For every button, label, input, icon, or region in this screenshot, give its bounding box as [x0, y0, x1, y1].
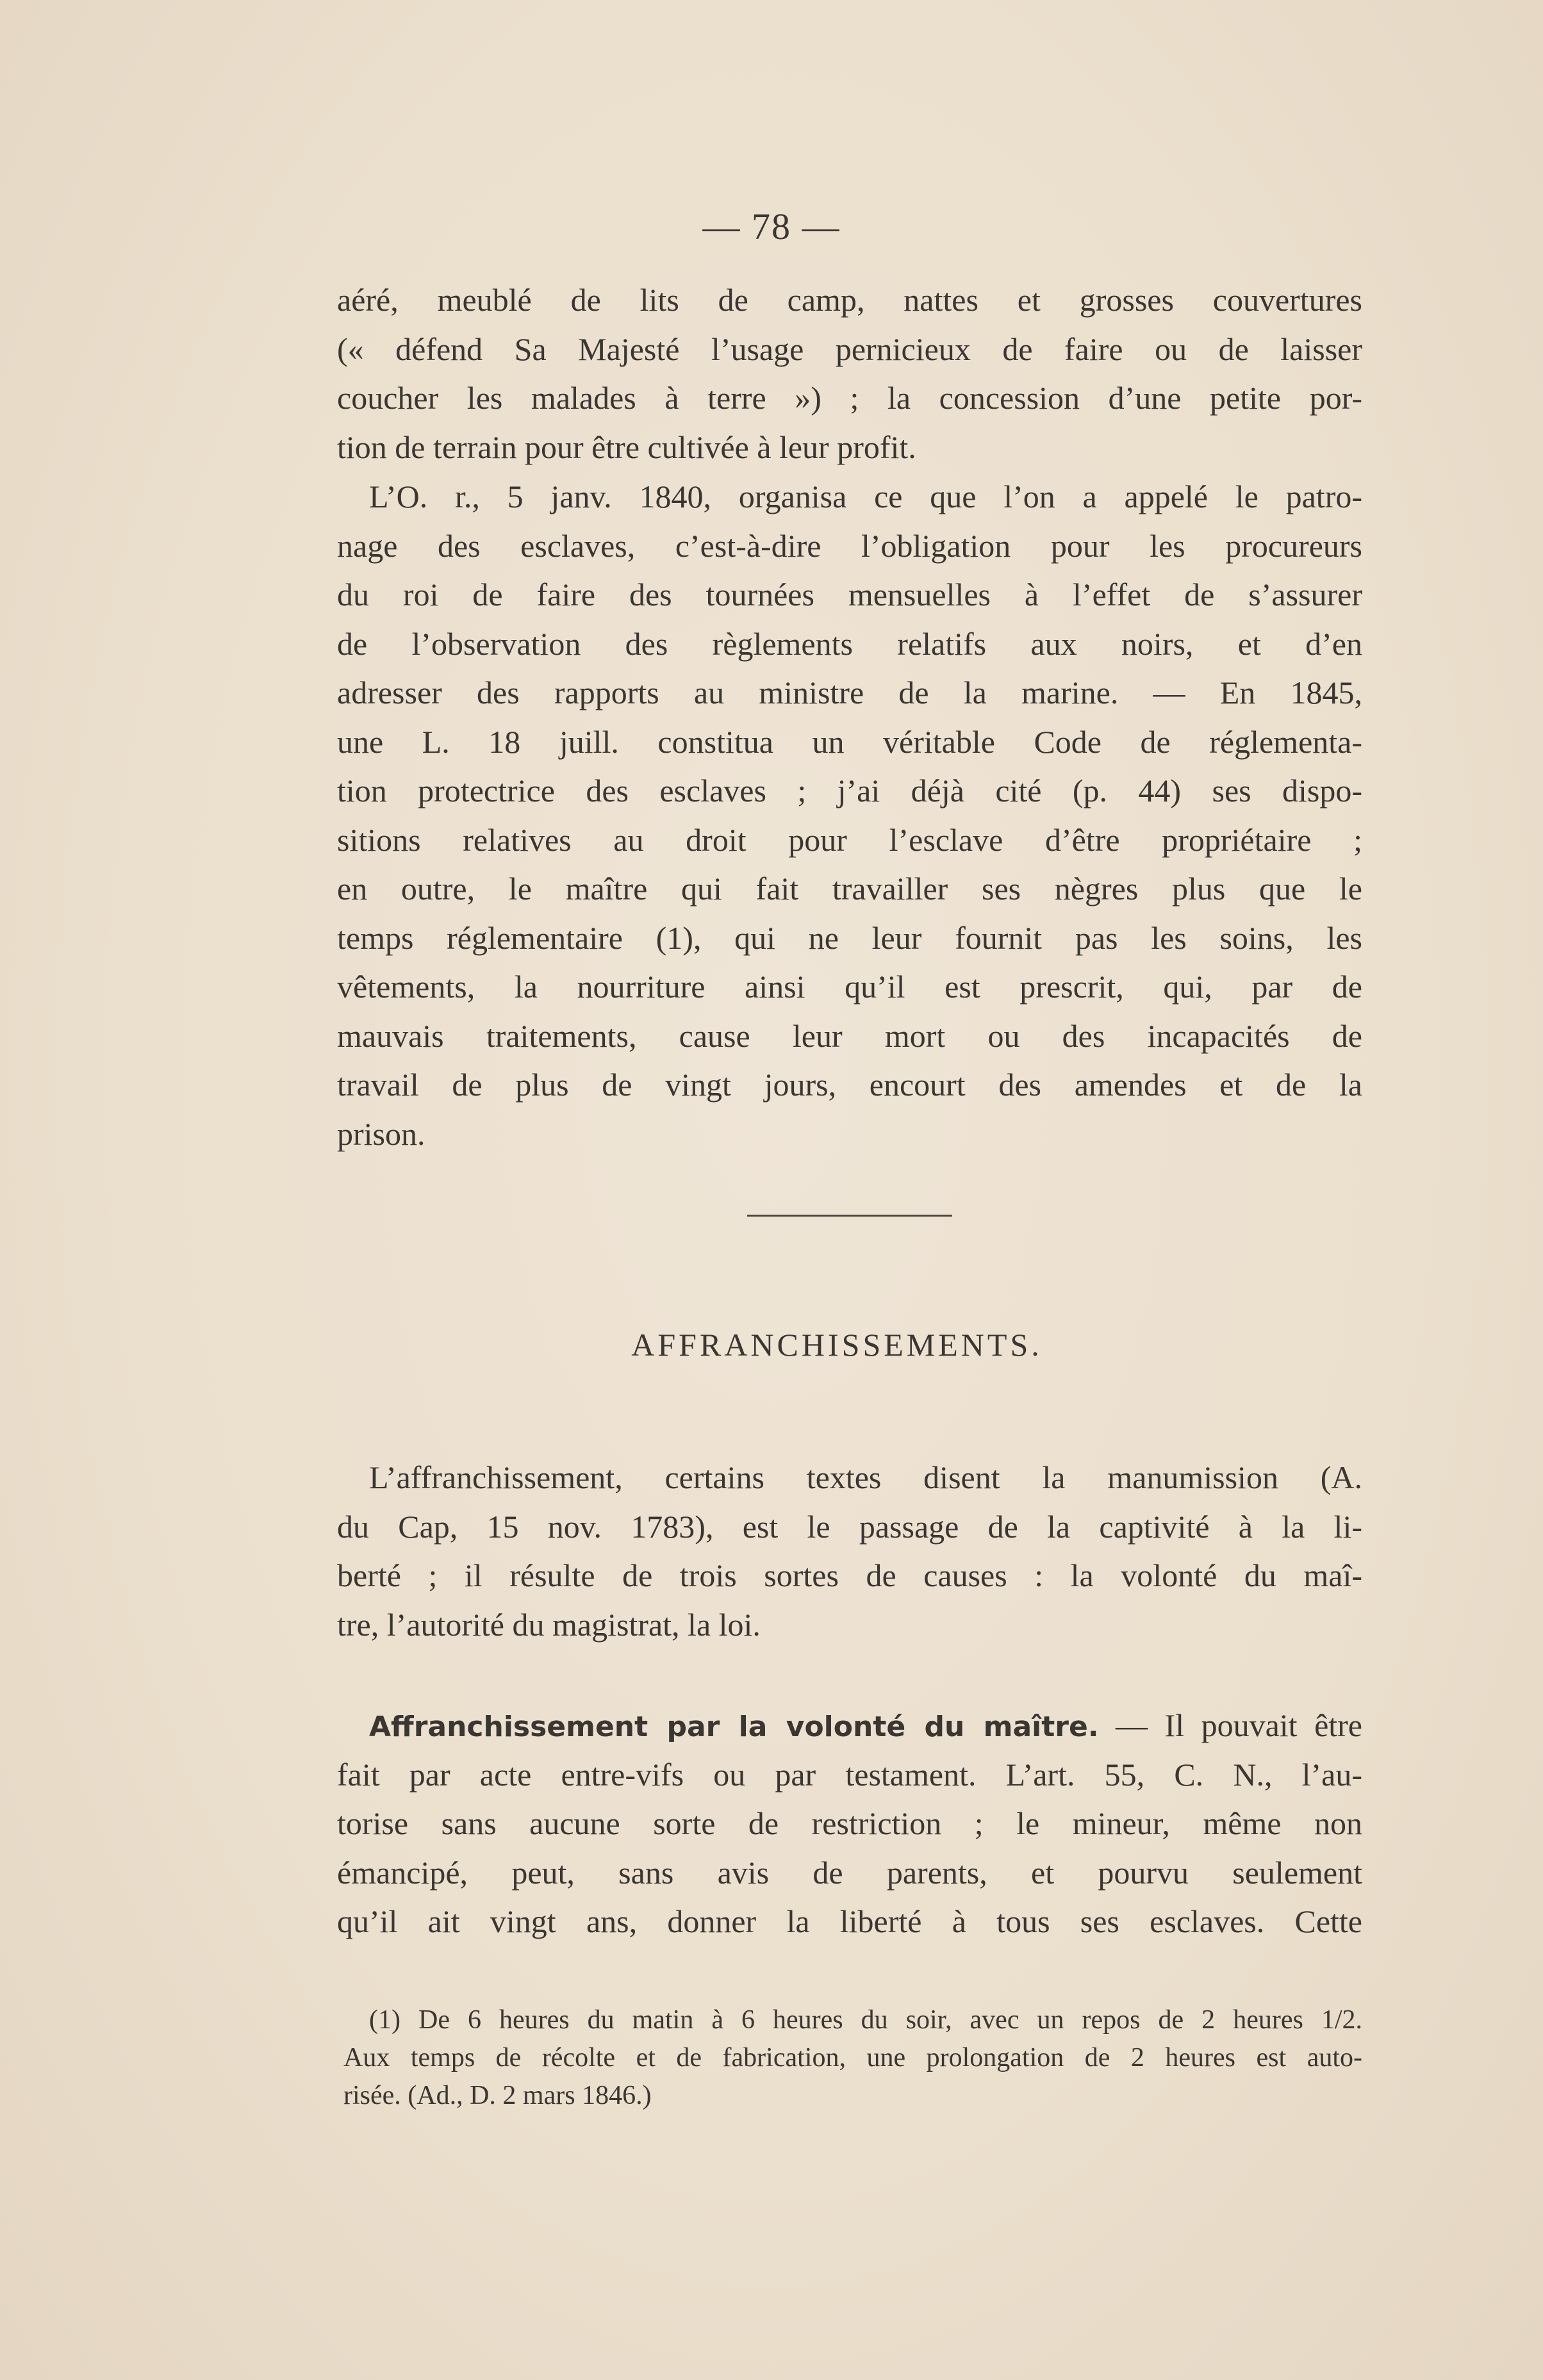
- run-in-heading: Affranchissement par la volonté du maître.: [369, 1711, 1099, 1743]
- text-line: temps réglementaire (1), qui ne leur fournit pas les soins, les: [337, 919, 1362, 956]
- text-line: tion protectrice des esclaves ; j’ai déjà cité (p. 44) ses dispo-: [337, 773, 1362, 808]
- section-title: AFFRANCHISSEMENTS.: [631, 1327, 1043, 1363]
- text-line: coucher les malades à terre ») ; la concession d’une petite por-: [337, 380, 1362, 416]
- text-line: [337, 1701, 1362, 1750]
- intro-paragraph: [337, 275, 1362, 472]
- text-line: travail de plus de vingt jours, encourt des amendes et de la: [337, 1067, 1362, 1103]
- text-line: nage des esclaves, c’est-à-dire l’obligation pour les procureurs: [337, 527, 1362, 564]
- text-line: (« défend Sa Majesté l’usage pernicieux de faire ou de laisser: [337, 331, 1362, 367]
- text-line: émancipé, peut, sans avis de parents, et pourvu seulement: [337, 1854, 1362, 1891]
- text-line: tre, l’autorité du magistrat, la loi.: [337, 1606, 761, 1643]
- text-line: L’affranchissement, certains textes disent la manumission (A.: [369, 1459, 1362, 1495]
- volonte-du-maitre-paragraph: [337, 1701, 1362, 1946]
- text-line: prison.: [337, 1115, 425, 1152]
- text-line: qu’il ait vingt ans, donner la liberté à tous ses esclaves. Cette: [337, 1903, 1362, 1939]
- section-divider: [747, 1215, 952, 1217]
- text-line: vêtements, la nourriture ainsi qu’il est prescrit, qui, par de: [337, 969, 1362, 1005]
- footnote-line: risée. (Ad., D. 2 mars 1846.): [343, 2081, 652, 2110]
- text-line: fait par acte entre-vifs ou par testament. L’art. 55, C. N., l’au-: [337, 1756, 1362, 1793]
- text-run: — Il pouvait être: [1098, 1707, 1362, 1743]
- patronage-paragraph: [337, 472, 1362, 1158]
- page-number: — 78 —: [702, 206, 841, 247]
- text-line: une L. 18 juill. constitua un véritable Code de réglementa-: [337, 723, 1362, 760]
- footnote-line: Aux temps de récolte et de fabrication, une prolongation de 2 heures est auto-: [343, 2043, 1362, 2072]
- text-line: berté ; il résulte de trois sortes de causes : la volonté du maî-: [337, 1557, 1362, 1593]
- text-line: de l’observation des règlements relatifs aux noirs, et d’en: [337, 625, 1362, 662]
- text-line: L’O. r., 5 janv. 1840, organisa ce que l’on a appelé le patro-: [369, 479, 1362, 514]
- text-line: aéré, meublé de lits de camp, nattes et grosses couvertures: [337, 282, 1362, 318]
- text-line: du roi de faire des tournées mensuelles à l’effet de s’assurer: [337, 577, 1362, 612]
- text-line: en outre, le maître qui fait travailler ses nègres plus que le: [337, 871, 1362, 907]
- text-line: mauvais traitements, cause leur mort ou des incapacités de: [337, 1017, 1362, 1054]
- footnote: [343, 2001, 1362, 2115]
- text-line: adresser des rapports au ministre de la marine. — En 1845,: [337, 675, 1362, 710]
- text-line: torise sans aucune sorte de restriction ; le mineur, même non: [337, 1805, 1362, 1841]
- text-line: sitions relatives au droit pour l’esclave d’être propriétaire ;: [337, 821, 1362, 858]
- footnote-line: (1) De 6 heures du matin à 6 heures du soir, avec un repos de 2 heures 1/2.: [369, 2005, 1362, 2035]
- text-line: tion de terrain pour être cultivée à leur profit.: [337, 429, 916, 465]
- affranchissement-paragraph: [337, 1453, 1362, 1649]
- text-line: du Cap, 15 nov. 1783), est le passage de la captivité à la li-: [337, 1508, 1362, 1545]
